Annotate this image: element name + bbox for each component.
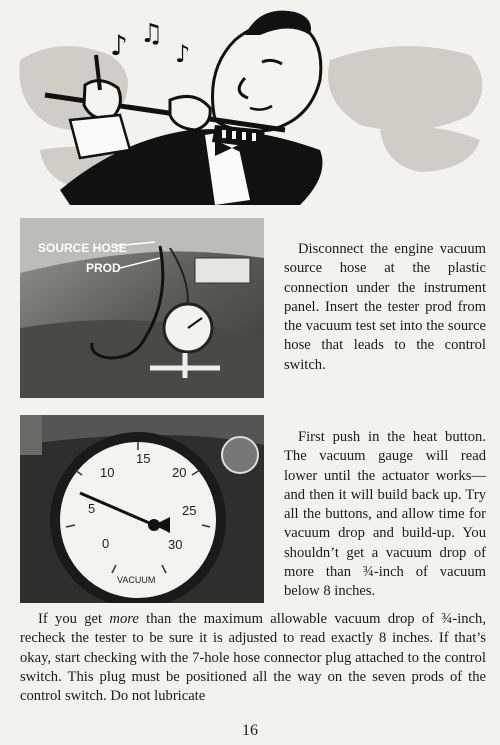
gauge-number-5: 5 bbox=[88, 501, 96, 516]
page-number: 16 bbox=[242, 722, 258, 739]
para3-emphasis: more bbox=[109, 611, 139, 627]
gauge-number-15: 15 bbox=[136, 451, 151, 466]
svg-text:♪: ♪ bbox=[175, 40, 191, 68]
paragraph-recheck bbox=[20, 610, 486, 706]
photo-source-hose bbox=[20, 218, 264, 398]
gauge-number-10: 10 bbox=[100, 465, 115, 480]
gauge-number-25: 25 bbox=[182, 503, 197, 518]
paragraph-heat-button: First push in the heat button. The vacuum gauge will read lower until the actuator works—and then it will build back up. Try all the buttons, and allow time for vacuum drop and build-up. You shouldn’t get a vacuum drop of more than ¾-inch of vacuum below 8 inches. bbox=[284, 429, 486, 600]
gauge-number-20: 20 bbox=[172, 465, 187, 480]
gauge-label: VACUUM bbox=[117, 575, 156, 585]
para3-start: If you get bbox=[38, 611, 110, 627]
gauge-number-0: 0 bbox=[102, 536, 110, 551]
conductor-illustration bbox=[0, 0, 500, 210]
para3-rest: than the maximum allowable vacuum drop of ¾-inch, recheck the tester to be sure it is adjusted to read exactly 8 inches. If that’s okay, start checking with the 7-hole hose connector plug attached to the control switch. This plug must be positioned all the way on the seven prods of the control switch. Do not lubricate bbox=[20, 611, 486, 705]
photo-vacuum-gauge bbox=[20, 415, 264, 603]
gauge-number-30: 30 bbox=[168, 537, 183, 552]
label-prod: PROD bbox=[86, 261, 121, 275]
svg-text:♪: ♪ bbox=[110, 29, 128, 62]
svg-text:♫: ♫ bbox=[140, 19, 164, 49]
paragraph-disconnect: Disconnect the engine vacuum source hose at the plastic connection under the instrument panel. Insert the tester prod from the vacuum test set into the source hose that leads to the control switch. bbox=[284, 241, 486, 373]
music-notes-icon bbox=[110, 19, 190, 68]
label-source-hose: SOURCE HOSE bbox=[38, 241, 127, 255]
